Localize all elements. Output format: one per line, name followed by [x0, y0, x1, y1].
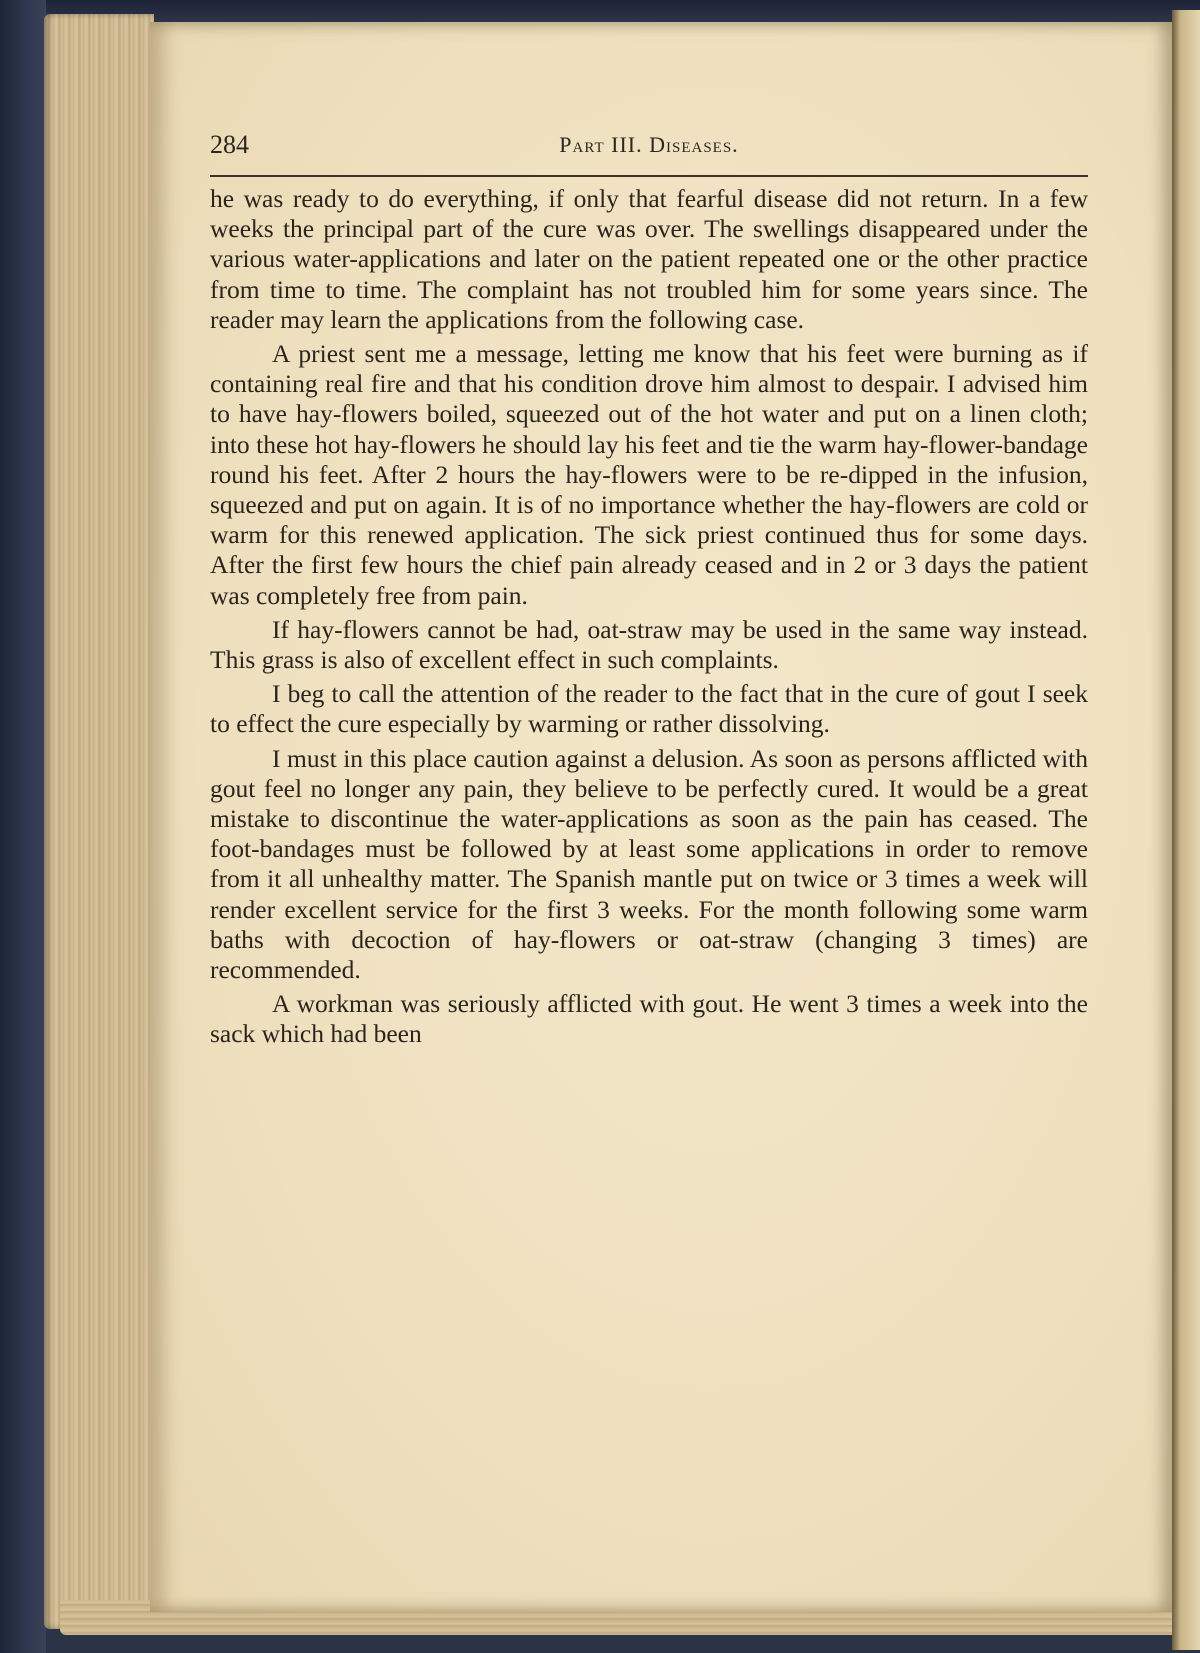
- running-title: Part III. Diseases.: [559, 132, 739, 157]
- paragraph-priest: A priest sent me a message, letting me know that his feet were burning as if containing real fire and that his condition drove him almost to despair. I advised him to have hay-flowers boiled, squeezed out of the hot water and put on a linen cloth; into these hot hay-flowers he should lay his feet and tie the warm hay-flower-bandage round his feet. After 2 hours the hay-flowers were to be re-dipped in the infusion, squeezed and put on again. It is of no importance whether the hay-flowers are cold or warm for this renewed application. The sick priest continued thus for some days. After the first few hours the chief pain already ceased and in 2 or 3 days the patient was completely free from pain.: [210, 339, 1088, 610]
- running-head: [210, 130, 1088, 168]
- paragraph-oat-straw: If hay-flowers cannot be had, oat-straw may be used in the same way instead. This grass is also of excellent effect in such complaints.: [210, 614, 1088, 675]
- header-rule: [210, 175, 1088, 177]
- paragraph-workman: A workman was seriously afflicted with gout. He went 3 times a week into the sack which had been: [210, 989, 1088, 1049]
- paragraph-attention: I beg to call the attention of the reader to the fact that in the cure of gout I seek to effect the cure especially by warming or rather dissolving.: [210, 679, 1088, 739]
- page-number: 284: [210, 130, 249, 159]
- book-cover-left: [0, 0, 46, 1653]
- facing-page-edge: [1172, 10, 1200, 1650]
- paragraph-continuation: he was ready to do everything, if only that fearful disease did not return. In a few weeks the principal part of the cure was over. The swellings disappeared under the various water-applications and later on the patient repeated one or the other practice from time to time. The complaint has not troubled him for some years since. The reader may learn the applications from the following case.: [210, 184, 1088, 334]
- book-cover-top: [0, 0, 1200, 22]
- body-text: [210, 184, 1088, 1054]
- paragraph-caution: I must in this place caution against a delusion. As soon as persons afflicted with gout feel no longer any pain, they believe to be perfectly cured. It would be a great mistake to discontinue the water-applications as soon as the pain has ceased. The foot-bandages must be followed by at least some applications in order to remove from it all unhealthy matter. The Spanish mantle put on twice or 3 times a week will render excellent service for the first 3 weeks. For the month following some warm baths with decoction of hay-flowers or oat-straw (changing 3 times) are recommended.: [210, 743, 1088, 985]
- page-edges-left: [44, 14, 154, 1629]
